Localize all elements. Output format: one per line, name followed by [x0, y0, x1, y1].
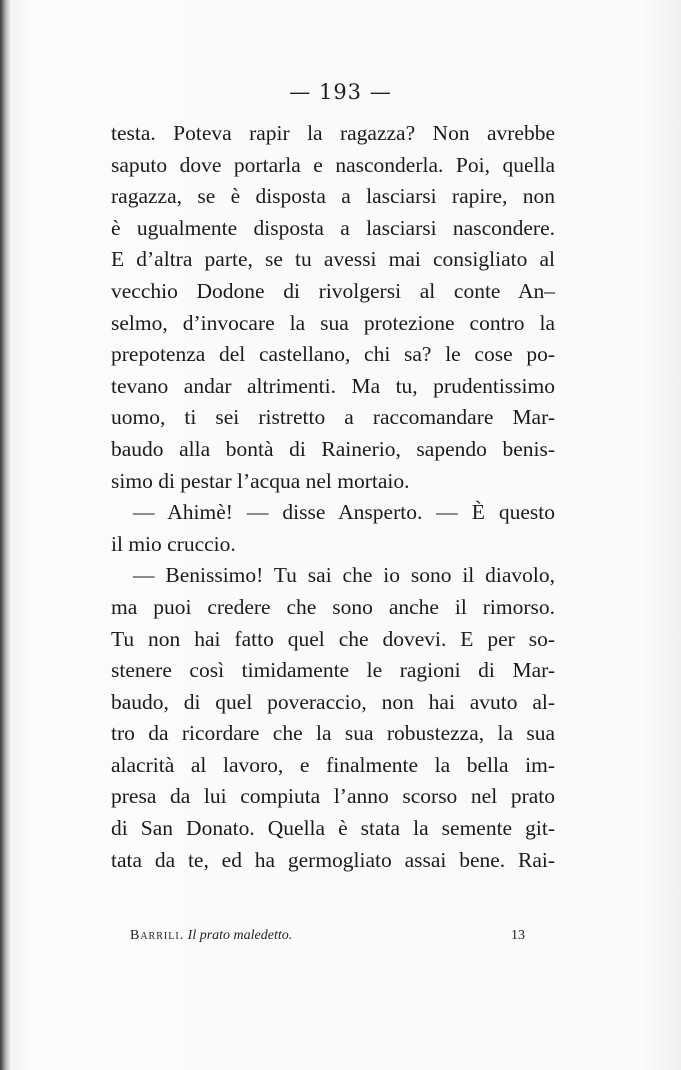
page-number: — 193 — [289, 80, 392, 104]
text-line: è ugualmente disposta a lasciarsi nascondere. [111, 215, 555, 240]
text-line: testa. Poteva rapir la ragazza? Non avrebbe [111, 121, 555, 145]
text-line: tata da te, ed ha germogliato assai bene. Rai- [111, 847, 555, 872]
text-line: saputo dove portarla e nasconderla. Poi, quella [111, 152, 555, 177]
text-line: simo di pestar l’acqua nel mortaio. [111, 468, 410, 493]
text-line: alacrità al lavoro, e finalmente la bella im- [111, 752, 555, 777]
body-text [111, 118, 555, 876]
text-line: E d’altra parte, se tu avessi mai consigliato al [111, 247, 555, 272]
text-line: selmo, d’invocare la sua protezione contro la [111, 310, 555, 335]
footer-author: Barrili. [130, 928, 185, 943]
text-line: il mio cruccio. [111, 531, 236, 556]
text-line: baudo, di quel poveraccio, non hai avuto al- [111, 689, 555, 714]
text-line: stenere così timidamente le ragioni di Mar- [111, 658, 555, 683]
text-line: vecchio Dodone di rivolgersi al conte An– [111, 278, 555, 303]
text-line: Tu non hai fatto quel che dovevi. E per so- [111, 626, 555, 651]
text-line: baudo alla bontà di Rainerio, sapendo benis- [111, 436, 555, 461]
text-line: di San Donato. Quella è stata la semente git- [111, 816, 555, 841]
text-line: ragazza, se è disposta a lasciarsi rapire, non [111, 184, 555, 209]
text-line: ma puoi credere che sono anche il rimorso. [111, 594, 555, 619]
text-line: — Benissimo! Tu sai che io sono il diavolo, [133, 563, 555, 588]
text-line: prepotenza del castellano, chi sa? le cose po- [111, 342, 555, 367]
text-line: tro da ricordare che la sua robustezza, la sua [111, 721, 555, 746]
footer-citation [130, 928, 292, 944]
text-line: tevano andar altrimenti. Ma tu, prudentissimo [111, 373, 555, 398]
signature-mark: 13 [511, 928, 525, 943]
text-line: — Ahimè! — disse Ansperto. — È questo [133, 500, 555, 525]
text-line: uomo, ti sei ristretto a raccomandare Mar- [111, 405, 555, 430]
footer-title: Il prato maledetto. [187, 928, 293, 943]
text-line: presa da lui compiuta l’anno scorso nel prato [111, 784, 555, 809]
book-spine-shadow [0, 0, 10, 1070]
